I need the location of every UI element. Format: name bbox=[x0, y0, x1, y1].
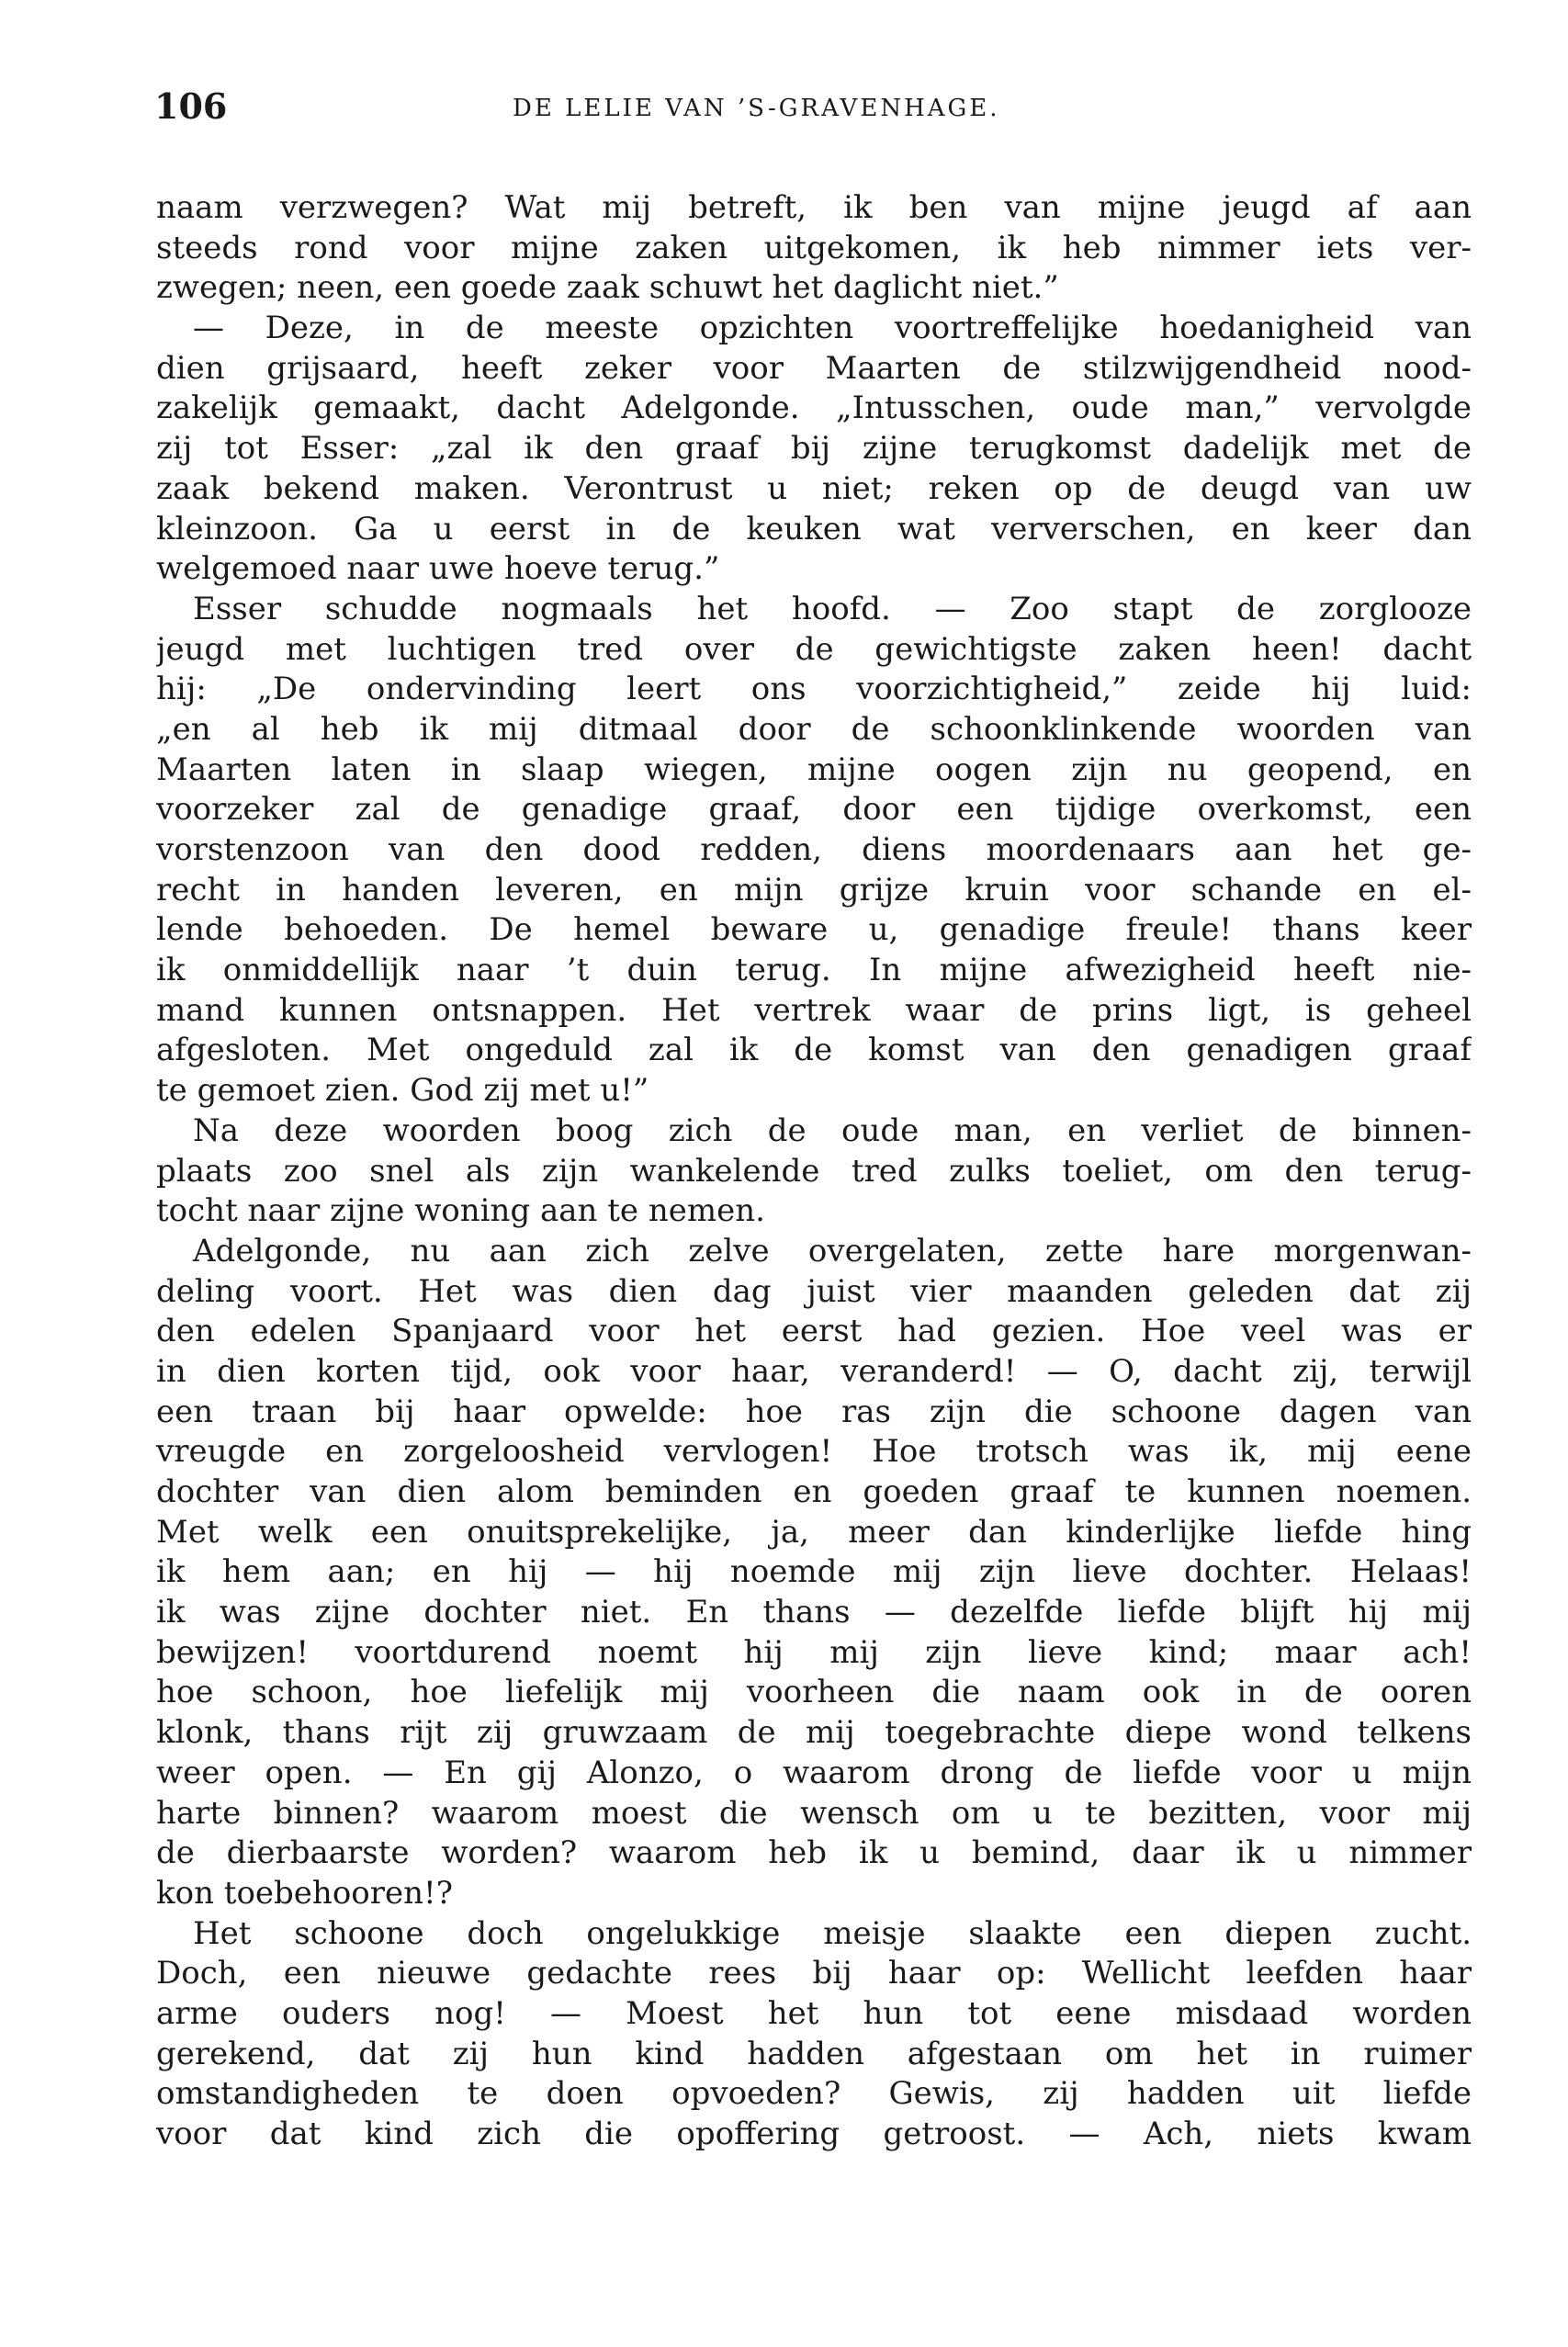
text-line: mand kunnen ontsnappen. Het vertrek waar de prins ligt, is geheel bbox=[156, 991, 1472, 1029]
text-line: Esser schudde nogmaals het hoofd. — Zoo stapt de zorglooze bbox=[193, 590, 1472, 627]
text-line: ik hem aan; en hij — hij noemde mij zijn lieve dochter. Helaas! bbox=[156, 1553, 1472, 1591]
text-line: klonk, thans rijt zij gruwzaam de mij toegebrachte diepe wond telkens bbox=[156, 1714, 1472, 1752]
text-line: den edelen Spanjaard voor het eerst had gezien. Hoe veel was er bbox=[156, 1313, 1472, 1350]
text-line: voor dat kind zich die opoffering getroost. — Ach, niets kwam bbox=[156, 2116, 1472, 2152]
text-line: zaak bekend maken. Verontrust u niet; reken op de deugd van uw bbox=[156, 469, 1472, 507]
body-text bbox=[156, 188, 1472, 2155]
text-line: omstandigheden te doen opvoeden? Gewis, zij hadden uit liefde bbox=[156, 2075, 1472, 2113]
text-line: lende behoeden. De hemel beware u, genadige freule! thans keer bbox=[156, 911, 1472, 949]
text-line: Met welk een onuitsprekelijke, ja, meer dan kinderlijke liefde hing bbox=[156, 1513, 1472, 1551]
text-line: voorzeker zal de genadige graaf, door een tijdige overkomst, een bbox=[156, 791, 1472, 829]
text-line: kleinzoon. Ga u eerst in de keuken wat ververschen, en keer dan bbox=[156, 510, 1472, 547]
text-line: deling voort. Het was dien dag juist vier maanden geleden dat zij bbox=[156, 1272, 1472, 1310]
text-line: dien grijsaard, heeft zeker voor Maarten de stilzwijgendheid nood- bbox=[156, 349, 1472, 387]
text-line: in dien korten tijd, ook voor haar, veranderd! — O, dacht zij, terwijl bbox=[156, 1352, 1472, 1390]
text-line: te gemoet zien. God zij met u!” bbox=[156, 1072, 649, 1110]
text-line: jeugd met luchtigen tred over de gewichtigste zaken heen! dacht bbox=[156, 630, 1472, 668]
text-line: kon toebehooren!? bbox=[156, 1874, 453, 1912]
text-line: de dierbaarste worden? waarom heb ik u bemind, daar ik u nimmer bbox=[156, 1834, 1472, 1872]
text-line: plaats zoo snel als zijn wankelende tred zulks toeliet, om den terug- bbox=[156, 1152, 1472, 1190]
text-line: Doch, een nieuwe gedachte rees bij haar op: Wellicht leefden haar bbox=[156, 1955, 1472, 1992]
text-line: ik onmiddellijk naar ’t duin terug. In mijne afwezigheid heeft nie- bbox=[156, 952, 1472, 989]
page-number: 106 bbox=[154, 85, 228, 127]
text-line: hoe schoon, hoe liefelijk mij voorheen die naam ook in de ooren bbox=[156, 1674, 1472, 1711]
text-line: afgesloten. Met ongeduld zal ik de komst van den genadigen graaf bbox=[156, 1032, 1472, 1069]
text-line: harte binnen? waarom moest die wensch om u te bezitten, voor mij bbox=[156, 1794, 1472, 1832]
text-line: steeds rond voor mijne zaken uitgekomen, ik heb nimmer iets ver- bbox=[156, 229, 1472, 266]
text-line: zakelijk gemaakt, dacht Adelgonde. „Intusschen, oude man,” vervolgde bbox=[156, 389, 1472, 427]
text-line: gerekend, dat zij hun kind hadden afgestaan om het in ruimer bbox=[156, 2035, 1472, 2072]
text-line: naam verzwegen? Wat mij betreft, ik ben van mijne jeugd af aan bbox=[156, 189, 1472, 226]
text-line: een traan bij haar opwelde: hoe ras zijn die schoone dagen van bbox=[156, 1393, 1472, 1430]
text-line: arme ouders nog! — Moest het hun tot eene misdaad worden bbox=[156, 1994, 1472, 2032]
text-line: Het schoone doch ongelukkige meisje slaakte een diepen zucht. bbox=[193, 1914, 1472, 1952]
text-line: dochter van dien alom beminden en goeden graaf te kunnen noemen. bbox=[156, 1473, 1472, 1510]
text-line: „en al heb ik mij ditmaal door de schoonklinkende woorden van bbox=[156, 710, 1472, 748]
text-line: Na deze woorden boog zich de oude man, en verliet de binnen- bbox=[193, 1111, 1472, 1149]
text-line: zwegen; neen, een goede zaak schuwt het daglicht niet.” bbox=[156, 269, 1059, 307]
text-line: recht in handen leveren, en mijn grijze kruin voor schande en el- bbox=[156, 871, 1472, 908]
text-line: bewijzen! voortdurend noemt hij mij zijn lieve kind; maar ach! bbox=[156, 1633, 1472, 1671]
text-line: vorstenzoon van den dood redden, diens moordenaars aan het ge- bbox=[156, 831, 1472, 868]
page-header bbox=[154, 85, 1477, 129]
text-line: tocht naar zijne woning aan te nemen. bbox=[156, 1192, 765, 1230]
text-line: vreugde en zorgeloosheid vervlogen! Hoe trotsch was ik, mij eene bbox=[156, 1433, 1472, 1471]
text-line: Maarten laten in slaap wiegen, mijne oogen zijn nu geopend, en bbox=[156, 750, 1472, 788]
text-line: ik was zijne dochter niet. En thans — dezelfde liefde blijft hij mij bbox=[156, 1594, 1472, 1631]
text-line: zij tot Esser: „zal ik den graaf bij zijne terugkomst dadelijk met de bbox=[156, 430, 1472, 468]
text-line: — Deze, in de meeste opzichten voortreffelijke hoedanigheid van bbox=[193, 310, 1472, 347]
text-line: Adelgonde, nu aan zich zelve overgelaten, zette hare morgenwan- bbox=[193, 1232, 1472, 1269]
running-title: DE LELIE VAN ’S-GRAVENHAGE. bbox=[513, 95, 1000, 122]
text-line: welgemoed naar uwe hoeve terug.” bbox=[156, 550, 720, 588]
text-line: hij: „De ondervinding leert ons voorzichtigheid,” zeide hij luid: bbox=[156, 671, 1472, 708]
text-line: weer open. — En gij Alonzo, o waarom drong de liefde voor u mijn bbox=[156, 1754, 1472, 1791]
